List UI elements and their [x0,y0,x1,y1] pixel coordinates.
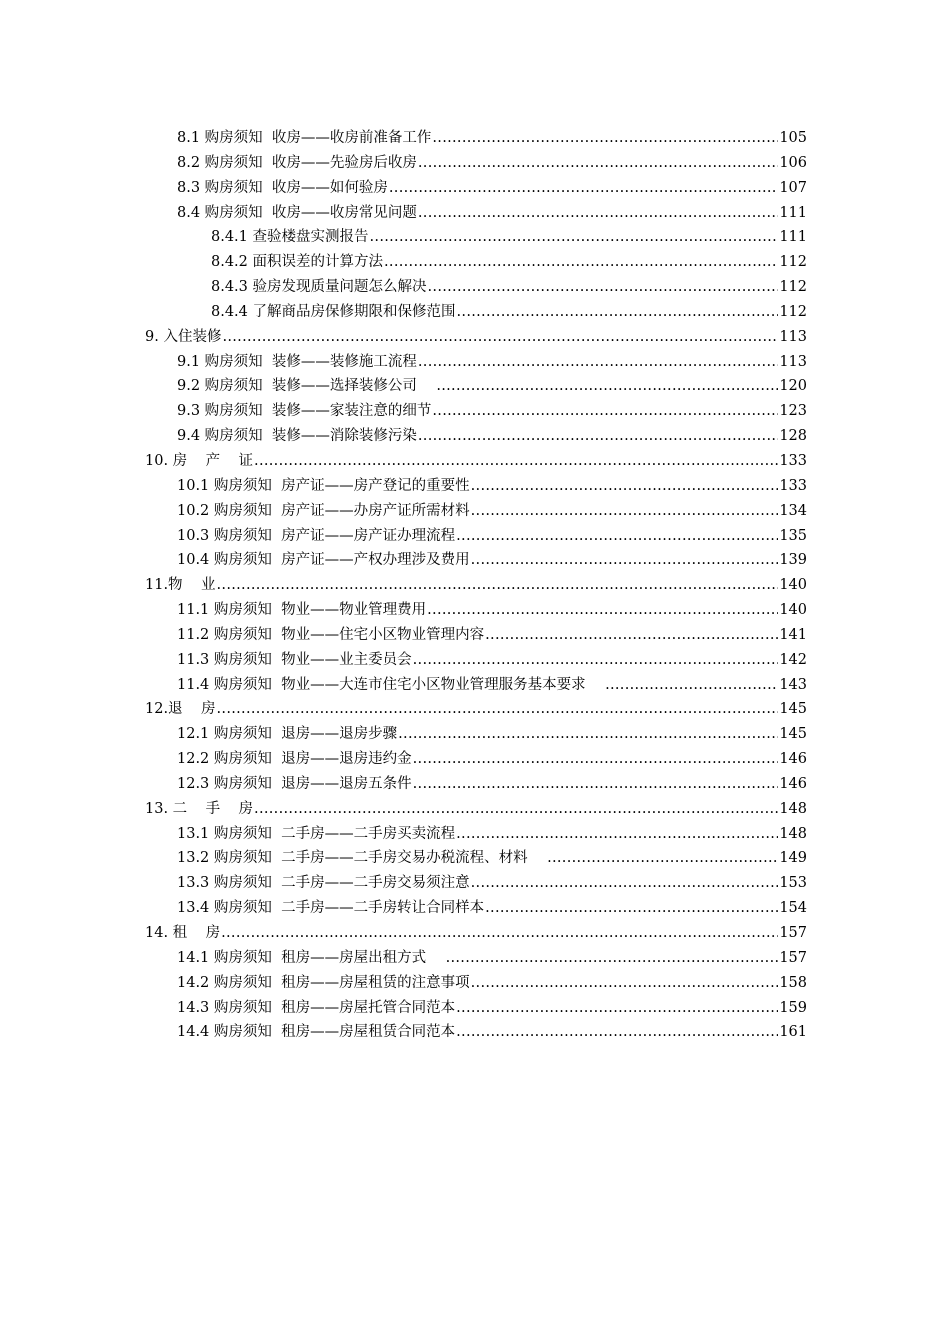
toc-entry[interactable] [145,449,807,474]
toc-entry-title: 12.退 房 [145,701,216,718]
toc-entry[interactable] [145,846,807,871]
dot-leader [221,921,778,946]
dot-leader [254,449,778,474]
toc-entry-title: 9. 入住装修 [145,328,222,345]
toc-entry[interactable] [145,946,807,971]
toc-entry-page-number: 158 [779,974,807,991]
dot-leader [432,399,778,424]
dot-leader [457,300,779,325]
toc-entry-title: 10.1 购房须知 房产证——房产登记的重要性 [177,477,470,494]
toc-entry-page-number: 140 [779,577,807,594]
dot-leader [413,747,779,772]
toc-entry[interactable] [145,250,807,275]
toc-entry[interactable] [145,772,807,797]
toc-entry-title: 10.4 购房须知 房产证——产权办理涉及费用 [177,552,470,569]
toc-entry-title: 9.2 购房须知 装修——选择装修公司 [177,378,436,395]
toc-entry-page-number: 133 [779,452,807,469]
toc-entry[interactable] [145,896,807,921]
toc-entry[interactable] [145,275,807,300]
dot-leader [418,424,778,449]
toc-entry[interactable] [145,374,807,399]
toc-entry[interactable] [145,921,807,946]
dot-leader [222,325,778,350]
toc-entry-page-number: 123 [779,403,807,420]
toc-entry[interactable] [145,350,807,375]
toc-entry[interactable] [145,673,807,698]
toc-entry-page-number: 105 [779,130,807,146]
toc-entry-page-number: 145 [779,701,807,718]
toc-entry-page-number: 135 [779,527,807,544]
dot-leader [471,971,779,996]
toc-entry-page-number: 120 [779,378,807,395]
dot-leader [485,623,778,648]
toc-entry-title: 14.1 购房须知 租房——房屋出租方式 [177,949,445,966]
dot-leader [254,797,778,822]
toc-entry-title: 10.3 购房须知 房产证——房产证办理流程 [177,527,456,544]
toc-entry[interactable] [145,747,807,772]
toc-entry[interactable] [145,996,807,1021]
toc-entry[interactable] [145,499,807,524]
toc-entry[interactable] [145,623,807,648]
toc-entry-page-number: 107 [779,179,807,196]
toc-entry-title: 14.4 购房须知 租房——房屋租赁合同范本 [177,1024,456,1041]
toc-entry-page-number: 139 [779,552,807,569]
toc-entry[interactable] [145,325,807,350]
toc-entry-title: 8.4.4 了解商品房保修期限和保修范围 [211,303,456,320]
dot-leader [428,275,779,300]
toc-entry-page-number: 153 [779,875,807,892]
dot-leader [456,1020,778,1045]
dot-leader [413,772,779,797]
dot-leader [418,151,778,176]
toc-entry-title: 11.1 购房须知 物业——物业管理费用 [177,602,427,619]
toc-entry-title: 9.4 购房须知 装修——消除装修污染 [177,428,417,445]
dot-leader [456,996,778,1021]
toc-entry-page-number: 143 [779,676,807,693]
toc-entry[interactable] [145,126,807,151]
toc-entry-page-number: 113 [779,328,807,345]
toc-entry-title: 8.1 购房须知 收房——收房前准备工作 [177,130,432,146]
toc-entry[interactable] [145,176,807,201]
dot-leader [456,822,778,847]
toc-entry[interactable] [145,225,807,250]
toc-entry-page-number: 128 [779,428,807,445]
toc-entry-title: 8.4 购房须知 收房——收房常见问题 [177,204,417,221]
toc-entry[interactable] [145,971,807,996]
toc-entry-title: 11.3 购房须知 物业——业主委员会 [177,651,412,668]
toc-entry-title: 14.2 购房须知 租房——房屋租赁的注意事项 [177,974,470,991]
toc-entry-page-number: 154 [779,900,807,917]
dot-leader [456,524,778,549]
toc-entry[interactable] [145,399,807,424]
toc-entry-page-number: 134 [779,502,807,519]
toc-entry-title: 12.3 购房须知 退房——退房五条件 [177,775,412,792]
dot-leader [370,225,779,250]
toc-entry-page-number: 142 [779,651,807,668]
toc-entry-page-number: 112 [779,254,807,271]
toc-entry-page-number: 146 [779,775,807,792]
dot-leader [413,648,779,673]
toc-entry-title: 12.2 购房须知 退房——退房违约金 [177,751,412,768]
toc-entry[interactable] [145,648,807,673]
toc-entry-page-number: 140 [779,602,807,619]
toc-entry[interactable] [145,697,807,722]
dot-leader [418,350,778,375]
dot-leader [217,697,779,722]
toc-entry-title: 13.4 购房须知 二手房——二手房转让合同样本 [177,900,485,917]
dot-leader [471,548,779,573]
toc-entry-title: 8.4.3 验房发现质量问题怎么解决 [211,279,427,296]
dot-leader [432,126,778,151]
toc-entry-page-number: 113 [779,353,807,370]
dot-leader [389,176,778,201]
toc-entry-title: 8.4.2 面积误差的计算方法 [211,254,384,271]
dot-leader [485,896,778,921]
toc-entry-title: 11.4 购房须知 物业——大连市住宅小区物业管理服务基本要求 [177,676,605,693]
toc-entry[interactable] [145,598,807,623]
toc-entry-page-number: 133 [779,477,807,494]
toc-entry-title: 13.3 购房须知 二手房——二手房交易须注意 [177,875,470,892]
toc-entry[interactable] [145,822,807,847]
toc-entry-title: 9.3 购房须知 装修——家装注意的细节 [177,403,432,420]
toc-entry-title: 11.2 购房须知 物业——住宅小区物业管理内容 [177,626,485,643]
dot-leader [427,598,778,623]
toc-entry-page-number: 112 [779,303,807,320]
toc-entry[interactable] [145,722,807,747]
dot-leader [217,573,779,598]
table-of-contents [145,126,807,1045]
toc-entry-title: 12.1 购房须知 退房——退房步骤 [177,726,398,743]
toc-entry[interactable] [145,548,807,573]
toc-entry[interactable] [145,1020,807,1045]
toc-entry-title: 11.物 业 [145,577,216,594]
toc-entry[interactable] [145,474,807,499]
toc-entry-title: 13.2 购房须知 二手房——二手房交易办税流程、材料 [177,850,547,867]
toc-entry[interactable] [145,524,807,549]
dot-leader [418,201,778,226]
toc-entry[interactable] [145,871,807,896]
toc-entry[interactable] [145,424,807,449]
toc-entry-page-number: 148 [779,825,807,842]
toc-entry-page-number: 149 [779,850,807,867]
dot-leader [471,474,779,499]
toc-entry-title: 8.2 购房须知 收房——先验房后收房 [177,154,417,171]
dot-leader [398,722,778,747]
toc-entry-page-number: 157 [779,925,807,941]
toc-entry-title: 13.1 购房须知 二手房——二手房买卖流程 [177,825,456,842]
toc-entry[interactable] [145,300,807,325]
dot-leader [605,673,778,698]
dot-leader [384,250,778,275]
toc-entry-title: 14. 租 房 [145,925,221,941]
dot-leader [446,946,779,971]
toc-entry[interactable] [145,797,807,822]
toc-entry-page-number: 111 [779,204,807,221]
toc-entry-page-number: 106 [779,154,807,171]
toc-entry-title: 8.4.1 查验楼盘实测报告 [211,229,369,246]
dot-leader [547,846,778,871]
toc-entry[interactable] [145,201,807,226]
dot-leader [471,499,779,524]
toc-entry-page-number: 145 [779,726,807,743]
dot-leader [471,871,779,896]
toc-entry-title: 10. 房 产 证 [145,452,254,469]
toc-entry-page-number: 111 [779,229,807,246]
toc-entry-title: 9.1 购房须知 装修——装修施工流程 [177,353,417,370]
toc-entry-page-number: 159 [779,999,807,1016]
toc-entry-page-number: 157 [779,949,807,966]
toc-entry-title: 14.3 购房须知 租房——房屋托管合同范本 [177,999,456,1016]
toc-entry-page-number: 141 [779,626,807,643]
toc-entry[interactable] [145,573,807,598]
toc-entry-page-number: 146 [779,751,807,768]
dot-leader [436,374,778,399]
toc-entry-title: 13. 二 手 房 [145,800,254,817]
toc-entry[interactable] [145,151,807,176]
toc-entry-page-number: 148 [779,800,807,817]
toc-entry-title: 8.3 购房须知 收房——如何验房 [177,179,388,196]
toc-entry-page-number: 112 [779,279,807,296]
toc-entry-page-number: 161 [779,1024,807,1041]
toc-entry-title: 10.2 购房须知 房产证——办房产证所需材料 [177,502,470,519]
